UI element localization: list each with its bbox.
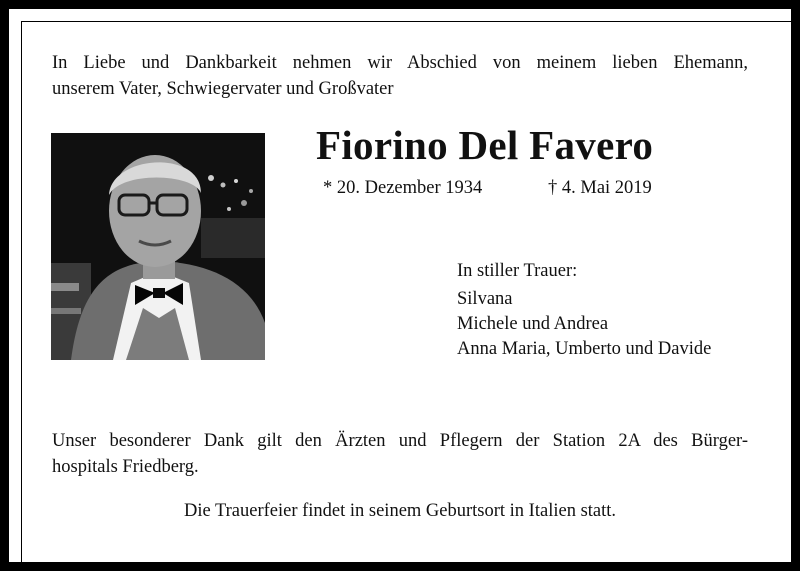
mourners-block bbox=[457, 259, 711, 362]
mourner-item: Michele und Andrea bbox=[457, 314, 609, 334]
intro-line-1: In Liebe und Dankbarkeit nehmen wir Abschied von meinem lieben Ehemann, bbox=[52, 53, 748, 73]
mourner-item: Silvana bbox=[457, 289, 513, 309]
intro-line-2: unserem Vater, Schwiegervater und Großvater bbox=[52, 79, 394, 99]
mourner-item: Anna Maria, Umberto und Davide bbox=[457, 339, 712, 359]
intro-text bbox=[52, 50, 748, 102]
death-date: † 4. Mai 2019 bbox=[548, 178, 652, 198]
funeral-note: Die Trauerfeier findet in seinem Geburtsort in Italien statt. bbox=[183, 501, 617, 521]
thanks-line-2: hospitals Friedberg. bbox=[52, 457, 199, 477]
thanks-text bbox=[52, 428, 748, 480]
deceased-name: Fiorino Del Favero bbox=[316, 122, 654, 168]
portrait-image bbox=[51, 133, 265, 360]
thanks-line-1: Unser besonderer Dank gilt den Ärzten und Pflegern der Station 2A des Bürger- bbox=[52, 431, 748, 451]
birth-date: * 20. Dezember 1934 bbox=[323, 178, 483, 198]
portrait-photo bbox=[51, 133, 265, 360]
mourners-heading: In stiller Trauer: bbox=[457, 261, 578, 281]
